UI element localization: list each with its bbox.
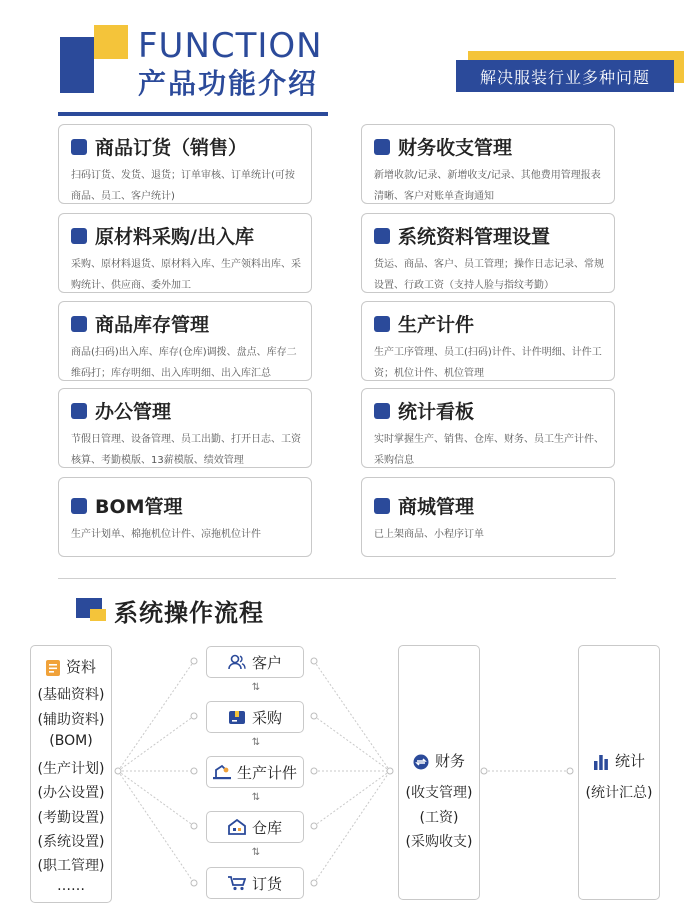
data-item: (基础资料) xyxy=(37,687,105,703)
people-icon xyxy=(228,654,246,670)
feature-title: 系统资料管理设置 xyxy=(398,226,551,248)
feature-desc: 新增收款/记录、新增收支/记录、其他费用管理报表清晰、客户对账单查询通知 xyxy=(374,170,601,202)
bar-chart-icon xyxy=(593,754,609,770)
feature-title: 财务收支管理 xyxy=(398,137,513,159)
finance-item: (工资) xyxy=(419,810,459,826)
feature-title: 商品订货（销售） xyxy=(95,137,248,159)
feature-title: BOM管理 xyxy=(95,496,183,518)
data-item: (BOM) xyxy=(49,733,93,749)
flow-step-piecework xyxy=(206,756,304,788)
feature-desc: 生产计划单、棉拖机位计件、凉拖机位计件 xyxy=(71,529,261,540)
tagline-banner: 解决服装行业多种问题 xyxy=(456,60,674,92)
warehouse-icon xyxy=(228,819,246,835)
feature-title: 生产计件 xyxy=(398,314,475,336)
feature-title: 商品库存管理 xyxy=(95,314,210,336)
data-item: (考勤设置) xyxy=(37,810,105,826)
flow-step-label: 采购 xyxy=(251,708,282,727)
flow-box-stats xyxy=(578,645,660,900)
flow-step-purchase xyxy=(206,701,304,733)
data-item: …… xyxy=(57,878,85,894)
feature-title: 原材料采购/出入库 xyxy=(95,226,254,248)
stats-item: (统计汇总) xyxy=(585,785,653,801)
data-item: (生产计划) xyxy=(37,761,105,777)
swap-arrows-icon: ⇅ xyxy=(251,682,261,693)
finance-item: (采购收支) xyxy=(405,834,473,850)
feature-title: 商城管理 xyxy=(398,496,475,518)
package-icon xyxy=(228,709,246,725)
swap-arrows-icon: ⇅ xyxy=(251,737,261,748)
flow-step-order xyxy=(206,867,304,899)
feature-desc: 实时掌握生产、销售、仓库、财务、员工生产计件、采购信息 xyxy=(374,434,604,466)
flow-step-label: 订货 xyxy=(251,874,282,893)
feature-desc: 扫码订货、发货、退货；订单审核、订单统计(可按商品、员工、客户统计) xyxy=(71,170,295,202)
finance-title-text: 财务 xyxy=(434,752,465,770)
flow-step-label: 客户 xyxy=(251,653,282,672)
feature-title: 办公管理 xyxy=(95,401,172,423)
flow-step-warehouse xyxy=(206,811,304,843)
data-item: (系统设置) xyxy=(37,834,105,850)
cart-icon xyxy=(228,875,246,891)
flow-step-label: 生产计件 xyxy=(236,763,297,782)
swap-arrows-icon: ⇅ xyxy=(251,792,261,803)
data-item: (职工管理) xyxy=(37,858,105,874)
data-title-text: 资料 xyxy=(65,658,96,676)
flow-box-data xyxy=(30,645,112,903)
document-icon xyxy=(46,660,60,676)
section-title: 系统操作流程 xyxy=(114,599,264,627)
feature-desc: 节假日管理、设备管理、员工出勤、打开日志、工资核算、考勤模版、13薪模版、绩效管理 xyxy=(71,434,301,466)
stats-title-text: 统计 xyxy=(614,752,645,770)
header-title-cn: 产品功能介绍 xyxy=(138,67,319,100)
swap-arrows-icon: ⇅ xyxy=(251,847,261,858)
flow-step-label: 仓库 xyxy=(251,818,282,837)
feature-title: 统计看板 xyxy=(398,401,475,423)
data-item: (办公设置) xyxy=(37,785,105,801)
feature-desc: 货运、商品、客户、员工管理；操作日志记录、常规设置、行政工资（支持人脸与指纹考勤） xyxy=(374,259,604,291)
feature-desc: 已上架商品、小程序订单 xyxy=(374,529,484,540)
flow-box-title xyxy=(399,750,479,771)
header-title-en: FUNCTION xyxy=(138,26,323,66)
exchange-icon xyxy=(413,754,429,770)
flow-step-customer xyxy=(206,646,304,678)
finance-item: (收支管理) xyxy=(405,785,473,801)
feature-desc: 商品(扫码)出入库、库存(仓库)调拨、盘点、库存二维码打；库存明细、出入库明细、出入库汇总 xyxy=(71,347,297,379)
data-item: (辅助资料) xyxy=(37,712,105,728)
feature-desc: 生产工序管理、员工(扫码)计件、计件明细、计件工资；机位计件、机位管理 xyxy=(374,347,602,379)
flow-box-title xyxy=(579,750,659,771)
flow-box-finance xyxy=(398,645,480,900)
feature-desc: 采购、原材料退货、原材料入库、生产领料出库、采购统计、供应商、委外加工 xyxy=(71,259,301,291)
machine-icon xyxy=(213,764,231,780)
flow-box-title xyxy=(31,656,111,677)
